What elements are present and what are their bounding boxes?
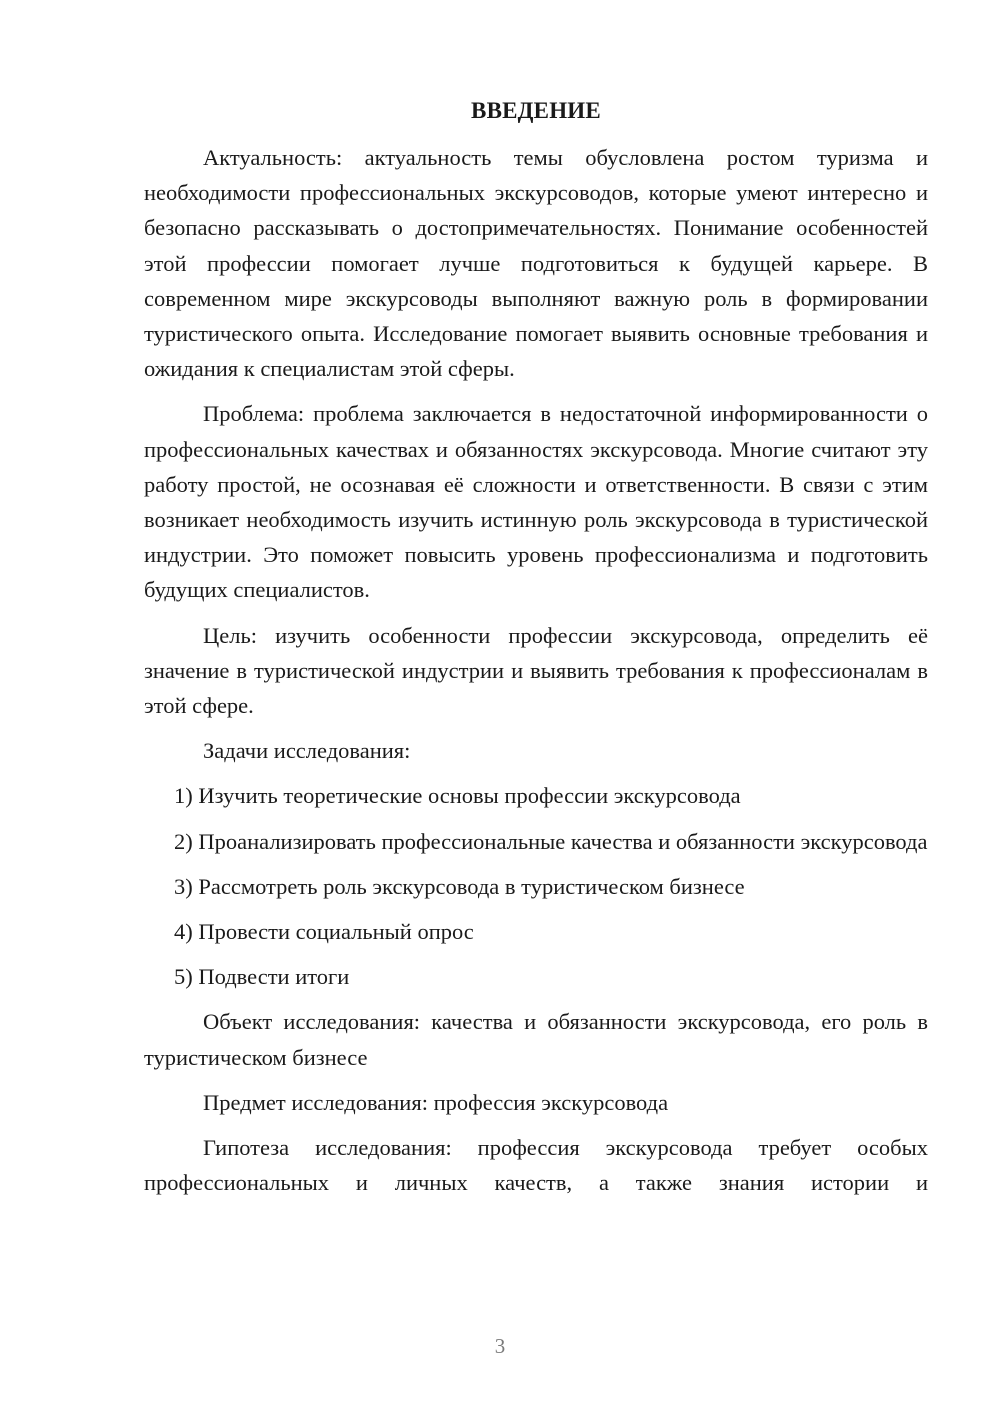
task-item-4: 4) Провести социальный опрос <box>174 919 474 945</box>
paragraph-subject: Предмет исследования: профессия экскурсовода <box>203 1089 669 1115</box>
page-number: 3 <box>494 1334 506 1358</box>
paragraph-relevance: Актуальность: актуальность темы обусловлена ростом туризма и необходимости профессиональных экскурсоводов, которые умеют интересно и безопасно рассказывать о достопримечательностях. Понимание особенностей этой профессии помогает лучше подготовиться к будущей карьере. В современном мире экскурсоводы выполняют важную роль в формировании туристического опыта. Исследование помогает выявить основные требования и ожидания к специалистам этой сферы. <box>144 145 928 382</box>
task-item-5: 5) Подвести итоги <box>174 964 350 990</box>
paragraph-hypothesis: Гипотеза исследования: профессия экскурсовода требует особых профессиональных и личных качеств, а также знания истории и <box>144 1135 928 1196</box>
task-item-1: 1) Изучить теоретические основы профессии экскурсовода <box>174 783 741 809</box>
tasks-title: Задачи исследования: <box>203 738 411 764</box>
task-item-3: 3) Рассмотреть роль экскурсовода в туристическом бизнесе <box>174 873 745 899</box>
paragraph-problem: Проблема: проблема заключается в недостаточной информированности о профессиональных качествах и обязанностях экскурсовода. Многие считают эту работу простой, не осознавая её сложности и ответственности. В связи с этим возникает необходимость изучить истинную роль экскурсовода в туристической индустрии. Это поможет повысить уровень профессионализма и подготовить будущих специалистов. <box>144 401 928 603</box>
paragraph-object: Объект исследования: качества и обязанности экскурсовода, его роль в туристическом бизнесе <box>144 1009 928 1070</box>
task-item-2: 2) Проанализировать профессиональные качества и обязанности экскурсовода <box>174 828 928 854</box>
section-heading: ВВЕДЕНИЕ <box>471 98 601 123</box>
document-page <box>144 96 928 1210</box>
paragraph-goal: Цель: изучить особенности профессии экскурсовода, определить её значение в туристической индустрии и выявить требования к профессионалам в этой сфере. <box>144 622 928 719</box>
